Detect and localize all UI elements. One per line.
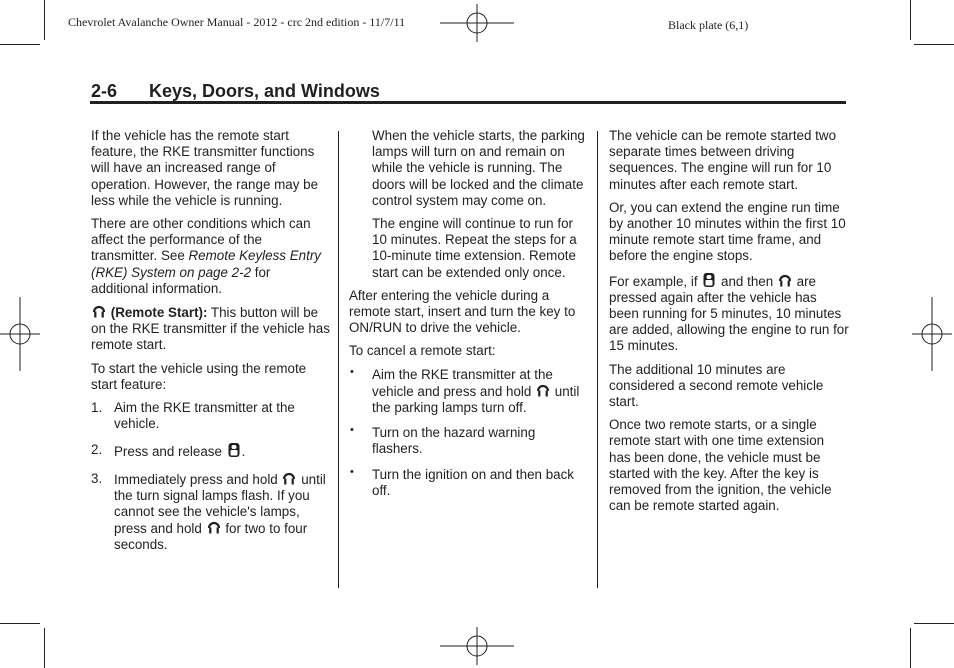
paragraph: To cancel a remote start: xyxy=(349,343,496,359)
text: Aim the RKE transmitter at the vehicle. xyxy=(114,400,295,432)
column-divider xyxy=(597,131,598,588)
remote-start-icon xyxy=(536,383,550,398)
paragraph: The engine will continue to run for 10 minutes. Repeat the steps for a 10-minute time extension. Remote start can be extended only once. xyxy=(372,216,577,280)
registration-mark-bottom xyxy=(440,627,514,665)
paragraph xyxy=(609,272,849,355)
column-3 xyxy=(609,128,849,521)
cross-reference: Remote Keyless Entry (RKE) System on page 2-2 xyxy=(91,248,321,280)
plate-label: Black plate (6,1) xyxy=(668,18,749,32)
list-item xyxy=(91,471,331,554)
text: for additional information. xyxy=(91,264,271,296)
lock-icon xyxy=(702,272,716,288)
column-1 xyxy=(91,128,331,563)
text: There are other conditions which can affect the performance of the transmitter. See xyxy=(91,216,311,264)
text: Press and release xyxy=(114,444,222,460)
list-item xyxy=(91,442,331,460)
bullet-item xyxy=(349,467,587,499)
paragraph xyxy=(91,304,331,354)
text: This button will be on the RKE transmitter if the vehicle has remote start. xyxy=(91,305,330,353)
header-rule xyxy=(90,101,846,104)
list-item xyxy=(91,400,331,432)
remote-start-icon xyxy=(92,304,106,319)
crop-mark xyxy=(0,623,40,624)
text: and then xyxy=(721,273,774,289)
text: Immediately press and hold xyxy=(114,471,278,487)
registration-mark-left xyxy=(0,297,40,371)
bullet: • xyxy=(350,365,354,378)
step-number: 2. xyxy=(91,442,103,458)
section-title: Keys, Doors, and Windows xyxy=(149,81,380,101)
paragraph: Once two remote starts, or a single remote start with one time extension has been done, the vehicle must be started with the key. After the key is removed from the ignition, the vehicle can be remote started again. xyxy=(609,417,832,514)
remote-start-icon xyxy=(282,471,296,486)
document-header: Chevrolet Avalanche Owner Manual - 2012 - crc 2nd edition - 11/7/11 xyxy=(68,15,406,29)
column-2 xyxy=(349,128,587,508)
text: Turn on the hazard warning flashers. xyxy=(372,425,536,457)
remote-start-icon xyxy=(207,520,221,535)
registration-mark-right xyxy=(912,297,952,371)
paragraph: After entering the vehicle during a remote start, insert and turn the key to ON/RUN to drive the vehicle. xyxy=(349,287,576,336)
text: Aim the RKE transmitter at the vehicle and press and hold xyxy=(372,366,553,399)
step-number: 3. xyxy=(91,470,103,486)
paragraph: To start the vehicle using the remote start feature: xyxy=(91,360,307,392)
column-divider xyxy=(338,131,339,588)
crop-mark xyxy=(914,44,954,45)
paragraph: The additional 10 minutes are considered a second remote vehicle start. xyxy=(609,361,824,410)
term-label: (Remote Start): xyxy=(110,305,208,321)
text: until the turn signal lamps flash. If you cannot see the vehicle's lamps, press and hold xyxy=(114,471,326,537)
registration-mark-top xyxy=(440,4,514,42)
step-number: 1. xyxy=(91,400,103,416)
paragraph: If the vehicle has the remote start feature, the RKE transmitter functions will have an increased range of operation. However, the range may be less while the vehicle is running. xyxy=(91,128,319,208)
text: . xyxy=(241,444,246,460)
text: are pressed again after the vehicle has been running for 5 minutes, 10 minutes are added, allowing the engine to run for 15 minutes. xyxy=(609,273,849,354)
crop-mark xyxy=(0,44,40,45)
text: for two to four seconds. xyxy=(114,521,308,553)
crop-mark xyxy=(44,628,45,668)
crop-mark xyxy=(914,623,954,624)
paragraph: The vehicle can be remote started two separate times between driving sequences. The engine will run for 10 minutes after each remote start. xyxy=(609,128,837,192)
text: until the parking lamps turn off. xyxy=(372,383,580,416)
paragraph: Or, you can extend the engine run time by another 10 minutes within the first 10 minute remote start time frame, and before the engine stops. xyxy=(609,199,846,264)
paragraph xyxy=(91,216,331,297)
bullet-item xyxy=(349,425,587,457)
bullet-item xyxy=(349,367,587,417)
bullet: • xyxy=(350,465,354,478)
crop-mark xyxy=(910,0,911,40)
text: Turn the ignition on and then back off. xyxy=(372,466,574,498)
bullet: • xyxy=(350,424,354,437)
lock-icon xyxy=(227,442,241,458)
paragraph: When the vehicle starts, the parking lamps will turn on and remain on while the vehicle is running. The doors will be locked and the climate control system may come on. xyxy=(372,128,585,208)
section-number: 2-6 xyxy=(91,81,118,101)
remote-start-icon xyxy=(778,273,792,288)
crop-mark xyxy=(910,628,911,668)
text: For example, if xyxy=(609,273,698,289)
crop-mark xyxy=(44,0,45,40)
